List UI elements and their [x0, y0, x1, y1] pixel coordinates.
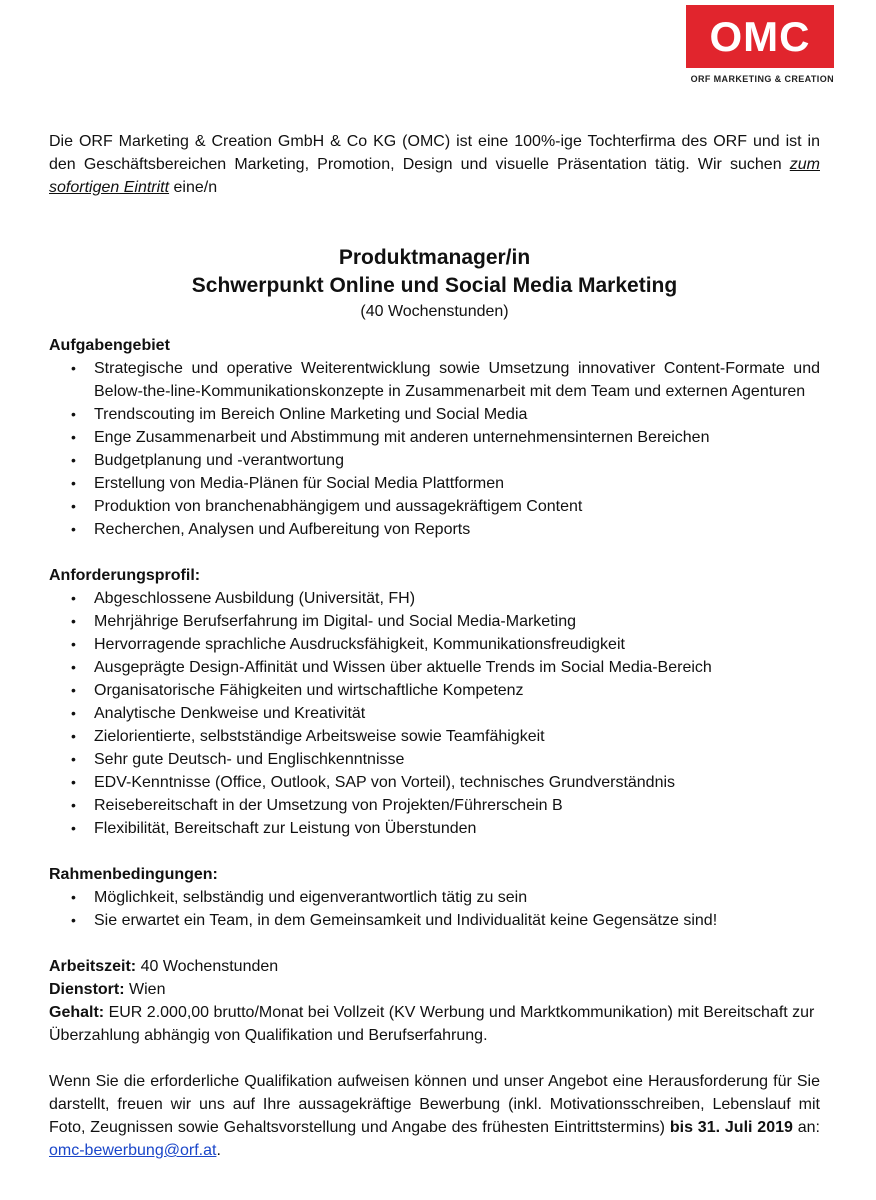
job-title-block	[49, 244, 820, 324]
arbeitszeit-value: 40 Wochenstunden	[136, 958, 279, 975]
job-hours: (40 Wochenstunden)	[360, 303, 509, 320]
list-item: • Enge Zusammenarbeit und Abstimmung mit anderen unternehmensinternen Bereichen	[49, 426, 820, 449]
aufgabengebiet-list	[49, 357, 820, 541]
list-item: • Abgeschlossene Ausbildung (Universität, FH)	[49, 587, 820, 610]
list-item: • Trendscouting im Bereich Online Marketing und Social Media	[49, 403, 820, 426]
list-item: • Flexibilität, Bereitschaft zur Leistung von Überstunden	[49, 817, 820, 840]
employment-terms	[49, 955, 820, 1047]
dienstort-row	[49, 978, 820, 1001]
dienstort-label: Dienstort:	[49, 981, 125, 998]
closing-end: .	[216, 1142, 221, 1159]
job-subtitle: Schwerpunkt Online und Social Media Marketing	[191, 274, 678, 297]
list-item: • Mehrjährige Berufserfahrung im Digital- und Social Media-Marketing	[49, 610, 820, 633]
list-item: • Zielorientierte, selbstständige Arbeitsweise sowie Teamfähigkeit	[49, 725, 820, 748]
omc-logo-mark	[686, 5, 834, 68]
closing-mid: an:	[792, 1119, 820, 1136]
omc-logo-tagline: ORF MARKETING & CREATION	[690, 74, 834, 84]
job-posting	[49, 130, 820, 1178]
list-item: • Reisebereitschaft in der Umsetzung von Projekten/Führerschein B	[49, 794, 820, 817]
application-deadline: bis 31. Juli 2019	[669, 1119, 793, 1136]
list-item: • Hervorragende sprachliche Ausdrucksfähigkeit, Kommunikationsfreudigkeit	[49, 633, 820, 656]
dienstort-value: Wien	[124, 981, 166, 998]
list-item: • Analytische Denkweise und Kreativität	[49, 702, 820, 725]
closing-paragraph	[49, 1070, 820, 1162]
section-heading-anforderungsprofil: Anforderungsprofil:	[49, 567, 201, 584]
omc-logo	[686, 5, 836, 84]
closing-text: Wenn Sie die erforderliche Qualifikation aufweisen können und unser Angebot eine Herausforderung für Sie darstellt, freuen wir uns auf Ihre aussagekräftige Bewerbung (inkl. Motivationsschreiben, Lebenslauf mit Foto, Zeugnissen sowie Gehaltsvorstellung und Angabe des frühesten Eintrittstermins)	[49, 1073, 820, 1136]
list-item: • Möglichkeit, selbständig und eigenverantwortlich tätig zu sein	[49, 886, 820, 909]
rahmenbedingungen-list	[49, 886, 820, 932]
list-item: • EDV-Kenntnisse (Office, Outlook, SAP von Vorteil), technisches Grundverständnis	[49, 771, 820, 794]
list-item: • Produktion von branchenabhängigem und aussagekräftigem Content	[49, 495, 820, 518]
list-item: • Recherchen, Analysen und Aufbereitung von Reports	[49, 518, 820, 541]
list-item: • Sie erwartet ein Team, in dem Gemeinsamkeit und Individualität keine Gegensätze sind!	[49, 909, 820, 932]
gehalt-row	[49, 1001, 820, 1047]
list-item: • Organisatorische Fähigkeiten und wirtschaftliche Kompetenz	[49, 679, 820, 702]
job-title: Produktmanager/in	[338, 246, 531, 269]
omc-logo-text: OMC	[709, 12, 811, 60]
gehalt-value: EUR 2.000,00 brutto/Monat bei Vollzeit (KV Werbung und Marktkommunikation) mit Bereitschaft zur Überzahlung abhängig von Qualifikation und Berufserfahrung.	[49, 1004, 815, 1044]
list-item: • Erstellung von Media-Plänen für Social Media Plattformen	[49, 472, 820, 495]
list-item: • Budgetplanung und -verantwortung	[49, 449, 820, 472]
intro-text: Die ORF Marketing & Creation GmbH & Co KG (OMC) ist eine 100%-ige Tochterfirma des ORF und ist in den Geschäftsbereichen Marketing, Promotion, Design und visuelle Präsentation tätig. Wir suchen	[49, 133, 820, 173]
intro-paragraph	[49, 130, 820, 199]
list-item: • Sehr gute Deutsch- und Englischkenntnisse	[49, 748, 820, 771]
section-heading-aufgabengebiet: Aufgabengebiet	[49, 337, 170, 354]
list-item: • Ausgeprägte Design-Affinität und Wissen über aktuelle Trends im Social Media-Bereich	[49, 656, 820, 679]
intro-emphasis: zum sofortigen Eintritt	[49, 156, 820, 196]
list-item: • Strategische und operative Weiterentwicklung sowie Umsetzung innovativer Content-Formate und Below-the-line-Kommunikationskonzepte in Zusammenarbeit mit dem Team und externen Agenturen	[49, 357, 820, 403]
arbeitszeit-row	[49, 955, 820, 978]
section-heading-rahmenbedingungen: Rahmenbedingungen:	[49, 866, 218, 883]
intro-text-end: eine/n	[169, 179, 218, 196]
anforderungsprofil-list	[49, 587, 820, 840]
application-email-link[interactable]: omc-bewerbung@orf.at	[49, 1142, 217, 1159]
arbeitszeit-label: Arbeitszeit:	[49, 958, 137, 975]
gehalt-label: Gehalt:	[49, 1004, 105, 1021]
